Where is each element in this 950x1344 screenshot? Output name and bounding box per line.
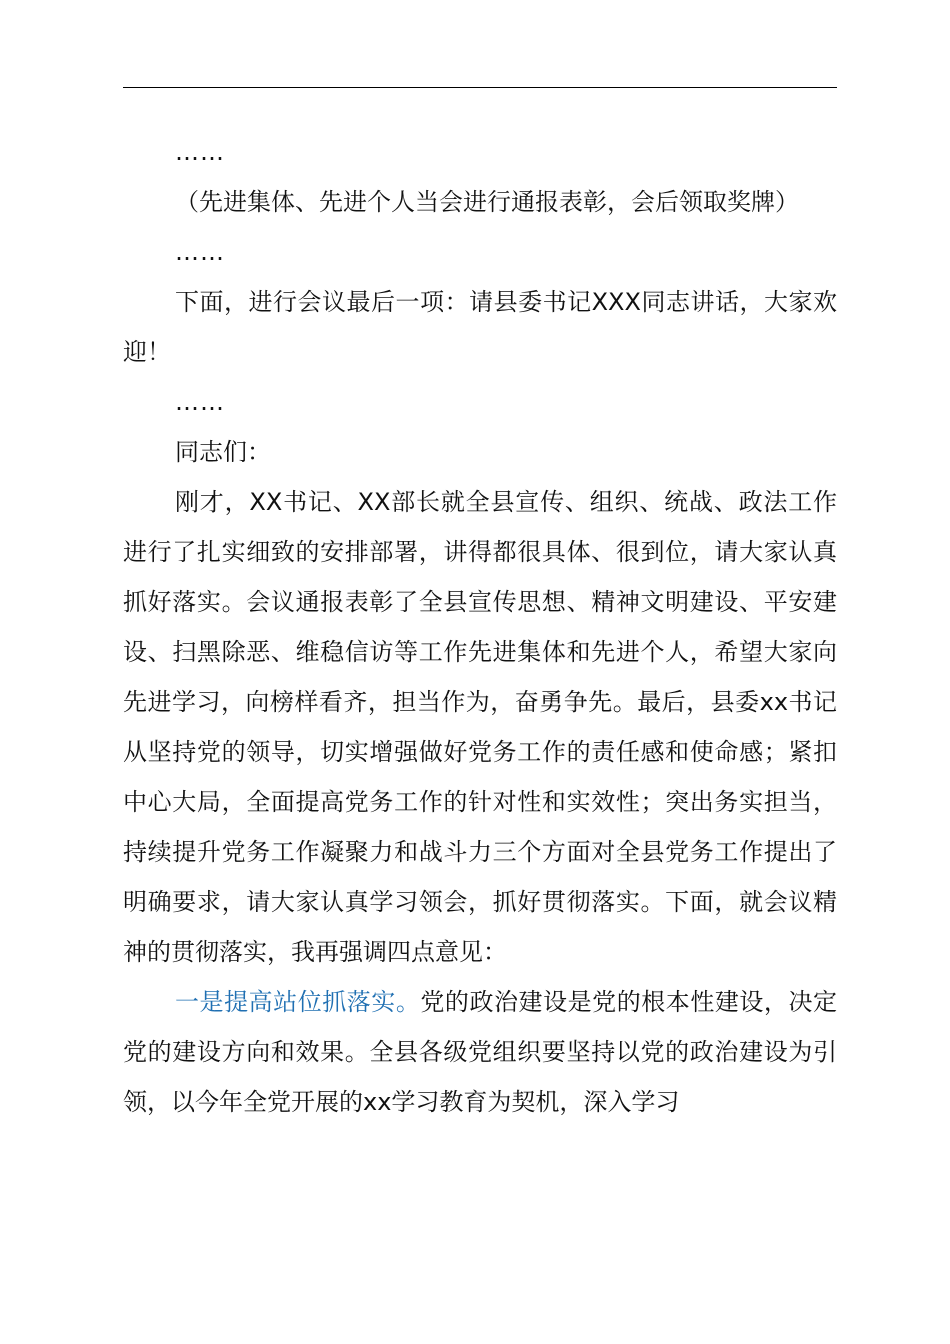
next-item-paragraph: 下面，进行会议最后一项：请县委书记XXX同志讲话，大家欢迎！ — [123, 288, 837, 366]
header-rule — [123, 87, 837, 88]
point-one-heading: 一是提高站位抓落实。 — [175, 988, 421, 1016]
award-note-paragraph: （先进集体、先进个人当会进行通报表彰，会后领取奖牌） — [175, 188, 799, 216]
ellipsis-3: …… — [175, 388, 225, 416]
ellipsis-1: …… — [175, 138, 225, 166]
point-one-paragraph — [123, 977, 837, 1127]
summary-paragraph: 刚才，XX书记、XX部长就全县宣传、组织、统战、政法工作进行了扎实细致的安排部署，讲得都很具体、很到位，请大家认真抓好落实。会议通报表彰了全县宣传思想、精神文明建设、平安建设、扫黑除恶、维稳信访等工作先进集体和先进个人，希望大家向先进学习，向榜样看齐，担当作为，奋勇争先。最后，县委xx书记从坚持党的领导，切实增强做好党务工作的责任感和使命感；紧扣中心大局，全面提高党务工作的针对性和实效性；突出务实担当，持续提升党务工作凝聚力和战斗力三个方面对全县党务工作提出了明确要求，请大家认真学习领会，抓好贯彻落实。下面，就会议精神的贯彻落实，我再强调四点意见： — [123, 488, 837, 966]
ellipsis-2: …… — [175, 238, 225, 266]
point-one-body: 党的政治建设是党的根本性建设，决定党的建设方向和效果。全县各级党组织要坚持以党的政治建设为引领，以今年全党开展的xx学习教育为契机，深入学习 — [123, 988, 838, 1116]
document-body — [123, 127, 837, 1127]
greeting-paragraph: 同志们： — [175, 438, 271, 466]
